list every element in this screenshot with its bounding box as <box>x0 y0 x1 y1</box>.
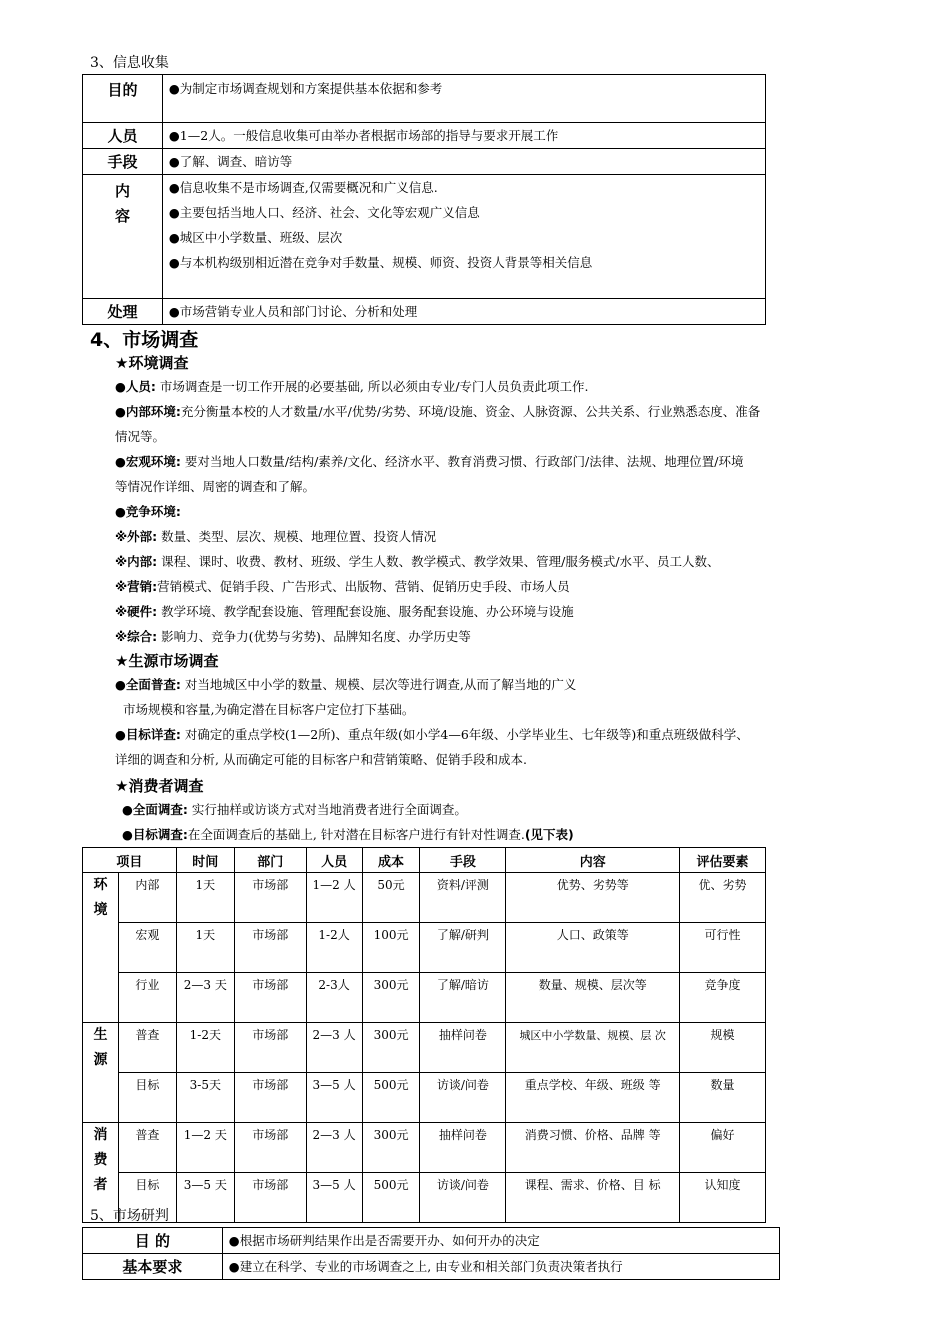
table-cell: 100元 <box>362 923 420 973</box>
list-item: ●宏观环境: 要对当地人口数量/结构/素养/文化、经济水平、教育消费习惯、行政部门/法律、法规、地理位置/环境 <box>115 454 744 469</box>
table-cell: 1天 <box>176 923 234 973</box>
row-label-staff: 人员 <box>83 123 163 149</box>
row-content-staff: ●1—2人。一般信息收集可由举办者根据市场部的指导与要求开展工作 <box>162 123 765 149</box>
table-cell: 数量、规模、层次等 <box>506 973 680 1023</box>
table-row <box>83 1023 766 1073</box>
table-cell: 3—5 人 <box>306 1173 362 1223</box>
consumer-survey-body <box>122 797 872 847</box>
column-header: 成本 <box>362 848 420 873</box>
list-item: ※综合: 影响力、竞争力(优势与劣势)、品牌知名度、办学历史等 <box>115 629 471 644</box>
table-cell: 资料/评测 <box>420 873 506 923</box>
table-cell: 认知度 <box>680 1173 766 1223</box>
column-header: 人员 <box>306 848 362 873</box>
column-header: 手段 <box>420 848 506 873</box>
table-cell: 市场部 <box>234 873 306 923</box>
table-cell: 3-5天 <box>176 1073 234 1123</box>
table-cell: 2-3人 <box>306 973 362 1023</box>
table-cell: 2—3 人 <box>306 1123 362 1173</box>
table-cell: 了解/暗访 <box>420 973 506 1023</box>
table-cell: 1-2人 <box>306 923 362 973</box>
list-item-continuation: 等情况作详细、周密的调查和了解。 <box>115 479 316 494</box>
table-cell: 市场部 <box>234 1173 306 1223</box>
table-cell: 了解/研判 <box>420 923 506 973</box>
table-cell: 目标 <box>118 1073 176 1123</box>
list-item: ※外部: 数量、类型、层次、规模、地理位置、投资人情况 <box>115 529 437 544</box>
table-cell: 50元 <box>362 873 420 923</box>
list-item: ●全面普查: 对当地城区中小学的数量、规模、层次等进行调查,从而了解当地的广义 <box>115 677 577 692</box>
row-label-requirement: 基本要求 <box>83 1254 223 1280</box>
row-label-means: 手段 <box>83 149 163 175</box>
column-header: 部门 <box>234 848 306 873</box>
table-cell: 市场部 <box>234 1123 306 1173</box>
row-content-content: ●信息收集不是市场调查,仅需要概况和广义信息. ●主要包括当地人口、经济、社会、文化等宏观广义信息 ●城区中小学数量、班级、层次 ●与本机构级别相近潜在竞争对手数量、规模、师资、投资人背景等相关信息 <box>162 175 765 299</box>
row-content-means: ●了解、调查、暗访等 <box>162 149 765 175</box>
table-cell: 优势、劣势等 <box>506 873 680 923</box>
table-row <box>83 123 766 149</box>
list-item: ●竞争环境: <box>115 504 181 519</box>
table-cell: 市场部 <box>234 1073 306 1123</box>
table-header-row <box>83 848 766 873</box>
table-cell: 普查 <box>118 1023 176 1073</box>
row-label-processing: 处理 <box>83 299 163 325</box>
group-label-char: 境 <box>93 902 108 918</box>
list-item: ※硬件: 教学环境、教学配套设施、管理配套设施、服务配套设施、办公环境与设施 <box>115 604 574 619</box>
table-cell: 2—3 人 <box>306 1023 362 1073</box>
table-row <box>83 1073 766 1123</box>
source-survey-body <box>115 672 865 772</box>
consumer-survey-title: ★消费者调查 <box>115 777 204 795</box>
table-cell: 偏好 <box>680 1123 766 1173</box>
column-header: 项目 <box>83 848 177 873</box>
table-cell: 消费习惯、价格、品牌 等 <box>506 1123 680 1173</box>
table-cell: 目标 <box>118 1173 176 1223</box>
table-cell: 市场部 <box>234 973 306 1023</box>
group-label-char: 源 <box>93 1052 108 1068</box>
table-row <box>83 1254 780 1280</box>
table-cell: 普查 <box>118 1123 176 1173</box>
list-item: ●全面调查: 实行抽样或访谈方式对当地消费者进行全面调查。 <box>122 802 467 817</box>
env-survey-body <box>115 374 865 649</box>
section-5-heading: 5、市场研判 <box>90 1208 169 1224</box>
table-cell: 抽样问卷 <box>420 1123 506 1173</box>
table-cell: 优、劣势 <box>680 873 766 923</box>
table-cell: 规模 <box>680 1023 766 1073</box>
table-cell: 重点学校、年级、班级 等 <box>506 1073 680 1123</box>
table-row <box>83 1123 766 1173</box>
table-cell: 抽样问卷 <box>420 1023 506 1073</box>
table-cell: 宏观 <box>118 923 176 973</box>
group-label-char: 环 <box>93 877 108 893</box>
table-cell: 可行性 <box>680 923 766 973</box>
list-item: ※营销:营销模式、促销手段、广告形式、出版物、营销、促销历史手段、市场人员 <box>115 579 570 594</box>
list-item: ●目标详查: 对确定的重点学校(1—2所)、重点年级(如小学4—6年级、小学毕业生、七年级等)和重点班级做科学、 <box>115 727 749 742</box>
list-item-continuation: 情况等。 <box>115 429 166 444</box>
table-cell: 1—2 人 <box>306 873 362 923</box>
table-cell: 3—5 天 <box>176 1173 234 1223</box>
table-cell: 300元 <box>362 1023 420 1073</box>
table-cell: 竞争度 <box>680 973 766 1023</box>
table-cell: 访谈/问卷 <box>420 1073 506 1123</box>
list-item-continuation: 详细的调查和分析, 从而确定可能的目标客户和营销策略、促销手段和成本. <box>115 752 527 767</box>
info-collection-table <box>82 74 766 325</box>
group-label-char: 消 <box>93 1127 108 1143</box>
list-item: ※内部: 课程、课时、收费、教材、班级、学生人数、教学模式、教学效果、管理/服务模式/水平、员工人数、 <box>115 554 720 569</box>
table-cell: 500元 <box>362 1073 420 1123</box>
group-label-char: 者 <box>93 1177 108 1193</box>
table-cell: 500元 <box>362 1173 420 1223</box>
table-cell: 人口、政策等 <box>506 923 680 973</box>
table-cell: 300元 <box>362 973 420 1023</box>
table-cell: 市场部 <box>234 1023 306 1073</box>
table-cell: 3—5 人 <box>306 1073 362 1123</box>
list-item: ●内部环境:充分衡量本校的人才数量/水平/优势/劣势、环境/设施、资金、人脉资源、公共关系、行业熟悉态度、准备 <box>115 404 761 419</box>
row-content-processing: ●市场营销专业人员和部门讨论、分析和处理 <box>162 299 765 325</box>
section-4-heading: 4、市场调查 <box>90 329 199 351</box>
row-label-purpose: 目的 <box>83 75 163 123</box>
table-row <box>83 973 766 1023</box>
table-cell: 市场部 <box>234 923 306 973</box>
table-cell: 2—3 天 <box>176 973 234 1023</box>
column-header: 评估要素 <box>680 848 766 873</box>
survey-plan-table <box>82 847 766 1223</box>
table-cell: 300元 <box>362 1123 420 1173</box>
table-cell: 内部 <box>118 873 176 923</box>
row-content-purpose: ●为制定市场调查规划和方案提供基本依据和参考 <box>162 75 765 123</box>
table-row <box>83 1173 766 1223</box>
table-row <box>83 923 766 973</box>
source-survey-title: ★生源市场调查 <box>115 652 219 670</box>
group-label-char: 费 <box>93 1152 108 1168</box>
group-label <box>83 1023 119 1123</box>
group-label <box>83 873 119 1023</box>
table-cell: 课程、需求、价格、目 标 <box>506 1173 680 1223</box>
list-item: ●人员: 市场调查是一切工作开展的必要基础, 所以必须由专业/专门人员负责此项工作. <box>115 379 589 394</box>
table-row <box>83 1228 780 1254</box>
list-item: ●目标调查:在全面调查后的基础上, 针对潜在目标客户进行有针对性调查.(见下表) <box>122 827 574 842</box>
table-cell: 1—2 天 <box>176 1123 234 1173</box>
table-cell: 数量 <box>680 1073 766 1123</box>
table-row <box>83 75 766 123</box>
env-survey-title: ★环境调查 <box>115 354 189 372</box>
table-cell: 城区中小学数量、规模、层 次 <box>506 1023 680 1073</box>
section-3-heading: 3、信息收集 <box>90 55 169 71</box>
table-cell: 1天 <box>176 873 234 923</box>
table-row <box>83 175 766 299</box>
row-content-requirement: ●建立在科学、专业的市场调查之上, 由专业和相关部门负责决策者执行 <box>222 1254 779 1280</box>
list-item-continuation: 市场规模和容量,为确定潜在目标客户定位打下基础。 <box>115 702 415 717</box>
group-label-char: 生 <box>93 1027 108 1043</box>
table-row <box>83 873 766 923</box>
column-header: 内容 <box>506 848 680 873</box>
market-judgement-table <box>82 1227 780 1280</box>
row-content-purpose: ●根据市场研判结果作出是否需要开办、如何开办的决定 <box>222 1228 779 1254</box>
table-cell: 访谈/问卷 <box>420 1173 506 1223</box>
column-header: 时间 <box>176 848 234 873</box>
row-label-purpose: 目 的 <box>83 1228 223 1254</box>
table-cell: 行业 <box>118 973 176 1023</box>
table-row <box>83 149 766 175</box>
row-label-content: 内 容 <box>83 175 163 299</box>
table-cell: 1-2天 <box>176 1023 234 1073</box>
table-row <box>83 299 766 325</box>
